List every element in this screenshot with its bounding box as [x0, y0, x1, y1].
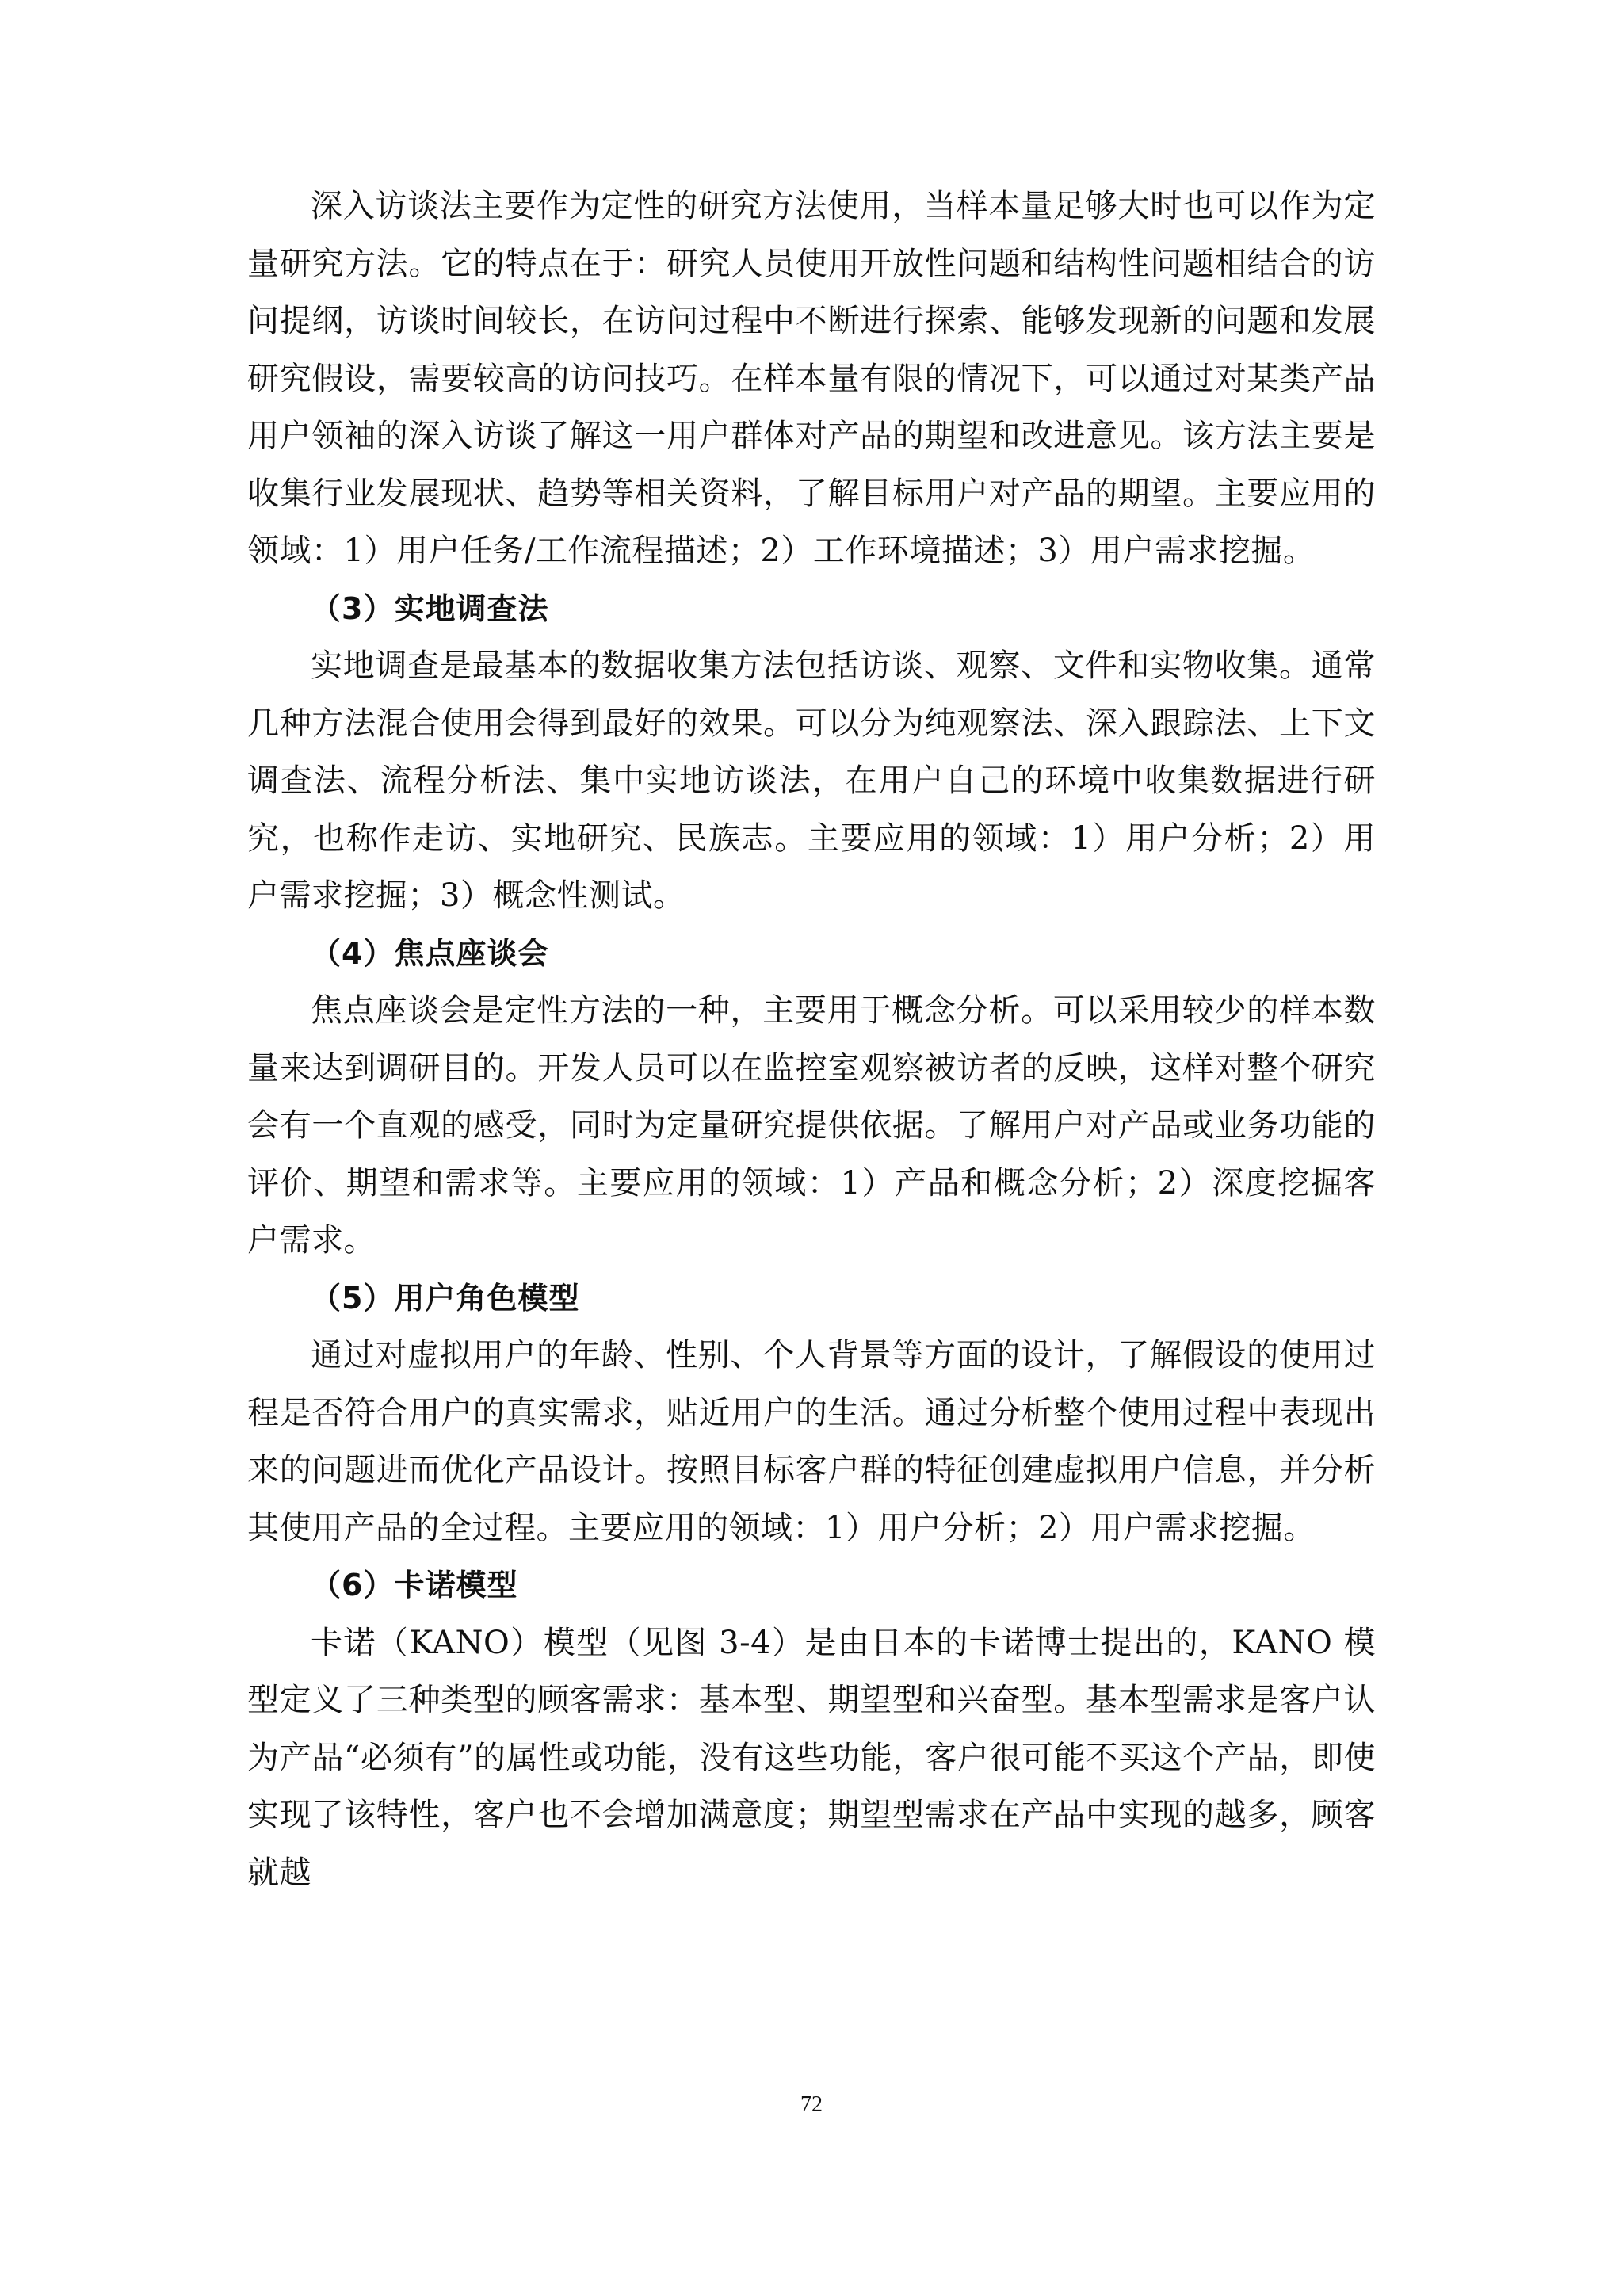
paragraph-depth-interview: 深入访谈法主要作为定性的研究方法使用，当样本量足够大时也可以作为定量研究方法。它的特点在于：研究人员使用开放性问题和结构性问题相结合的访问提纲，访谈时间较长，在访问过程中不断进行探索、能够发现新的问题和发展研究假设，需要较高的访问技巧。在样本量有限的情况下，可以通过对某类产品用户领袖的深入访谈了解这一用户群体对产品的期望和改进意见。该方法主要是收集行业发展现状、趋势等相关资料，了解目标用户对产品的期望。主要应用的领域：1）用户任务/工作流程描述；2）工作环境描述；3）用户需求挖掘。 — [247, 188, 1376, 569]
paragraph-user-persona: 通过对虚拟用户的年龄、性别、个人背景等方面的设计，了解假设的使用过程是否符合用户的真实需求，贴近用户的生活。通过分析整个使用过程中表现出来的问题进而优化产品设计。按照目标客户群的特征创建虚拟用户信息，并分析其使用产品的全过程。主要应用的领域：1）用户分析；2）用户需求挖掘。 — [247, 1337, 1376, 1546]
heading-focus-group: （4）焦点座谈会 — [311, 935, 549, 971]
paragraph-kano-model: 卡诺（KANO）模型（见图 3-4）是由日本的卡诺博士提出的，KANO 模型定义了三种类型的顾客需求：基本型、期望型和兴奋型。基本型需求是客户认为产品“必须有”的属性或功能，没有这些功能，客户很可能不买这个产品，即使实现了该特性，客户也不会增加满意度；期望型需求在产品中实现的越多，顾客就越 — [247, 1624, 1376, 1891]
heading-kano-model: （6）卡诺模型 — [311, 1568, 518, 1603]
page-body — [247, 178, 1376, 1901]
heading-user-persona: （5）用户角色模型 — [311, 1280, 580, 1316]
paragraph-focus-group: 焦点座谈会是定性方法的一种，主要用于概念分析。可以采用较少的样本数量来达到调研目的。开发人员可以在监控室观察被访者的反映，这样对整个研究会有一个直观的感受，同时为定量研究提供依据。了解用户对产品或业务功能的评价、期望和需求等。主要应用的领域：1）产品和概念分析；2）深度挖掘客户需求。 — [247, 992, 1376, 1259]
page-number: 72 — [800, 2092, 823, 2117]
heading-field-survey: （3）实地调查法 — [311, 590, 549, 626]
paragraph-field-survey: 实地调查是最基本的数据收集方法包括访谈、观察、文件和实物收集。通常几种方法混合使用会得到最好的效果。可以分为纯观察法、深入跟踪法、上下文调查法、流程分析法、集中实地访谈法，在用户自己的环境中收集数据进行研究，也称作走访、实地研究、民族志。主要应用的领域：1）用户分析；2）用户需求挖掘；3）概念性测试。 — [247, 648, 1376, 914]
